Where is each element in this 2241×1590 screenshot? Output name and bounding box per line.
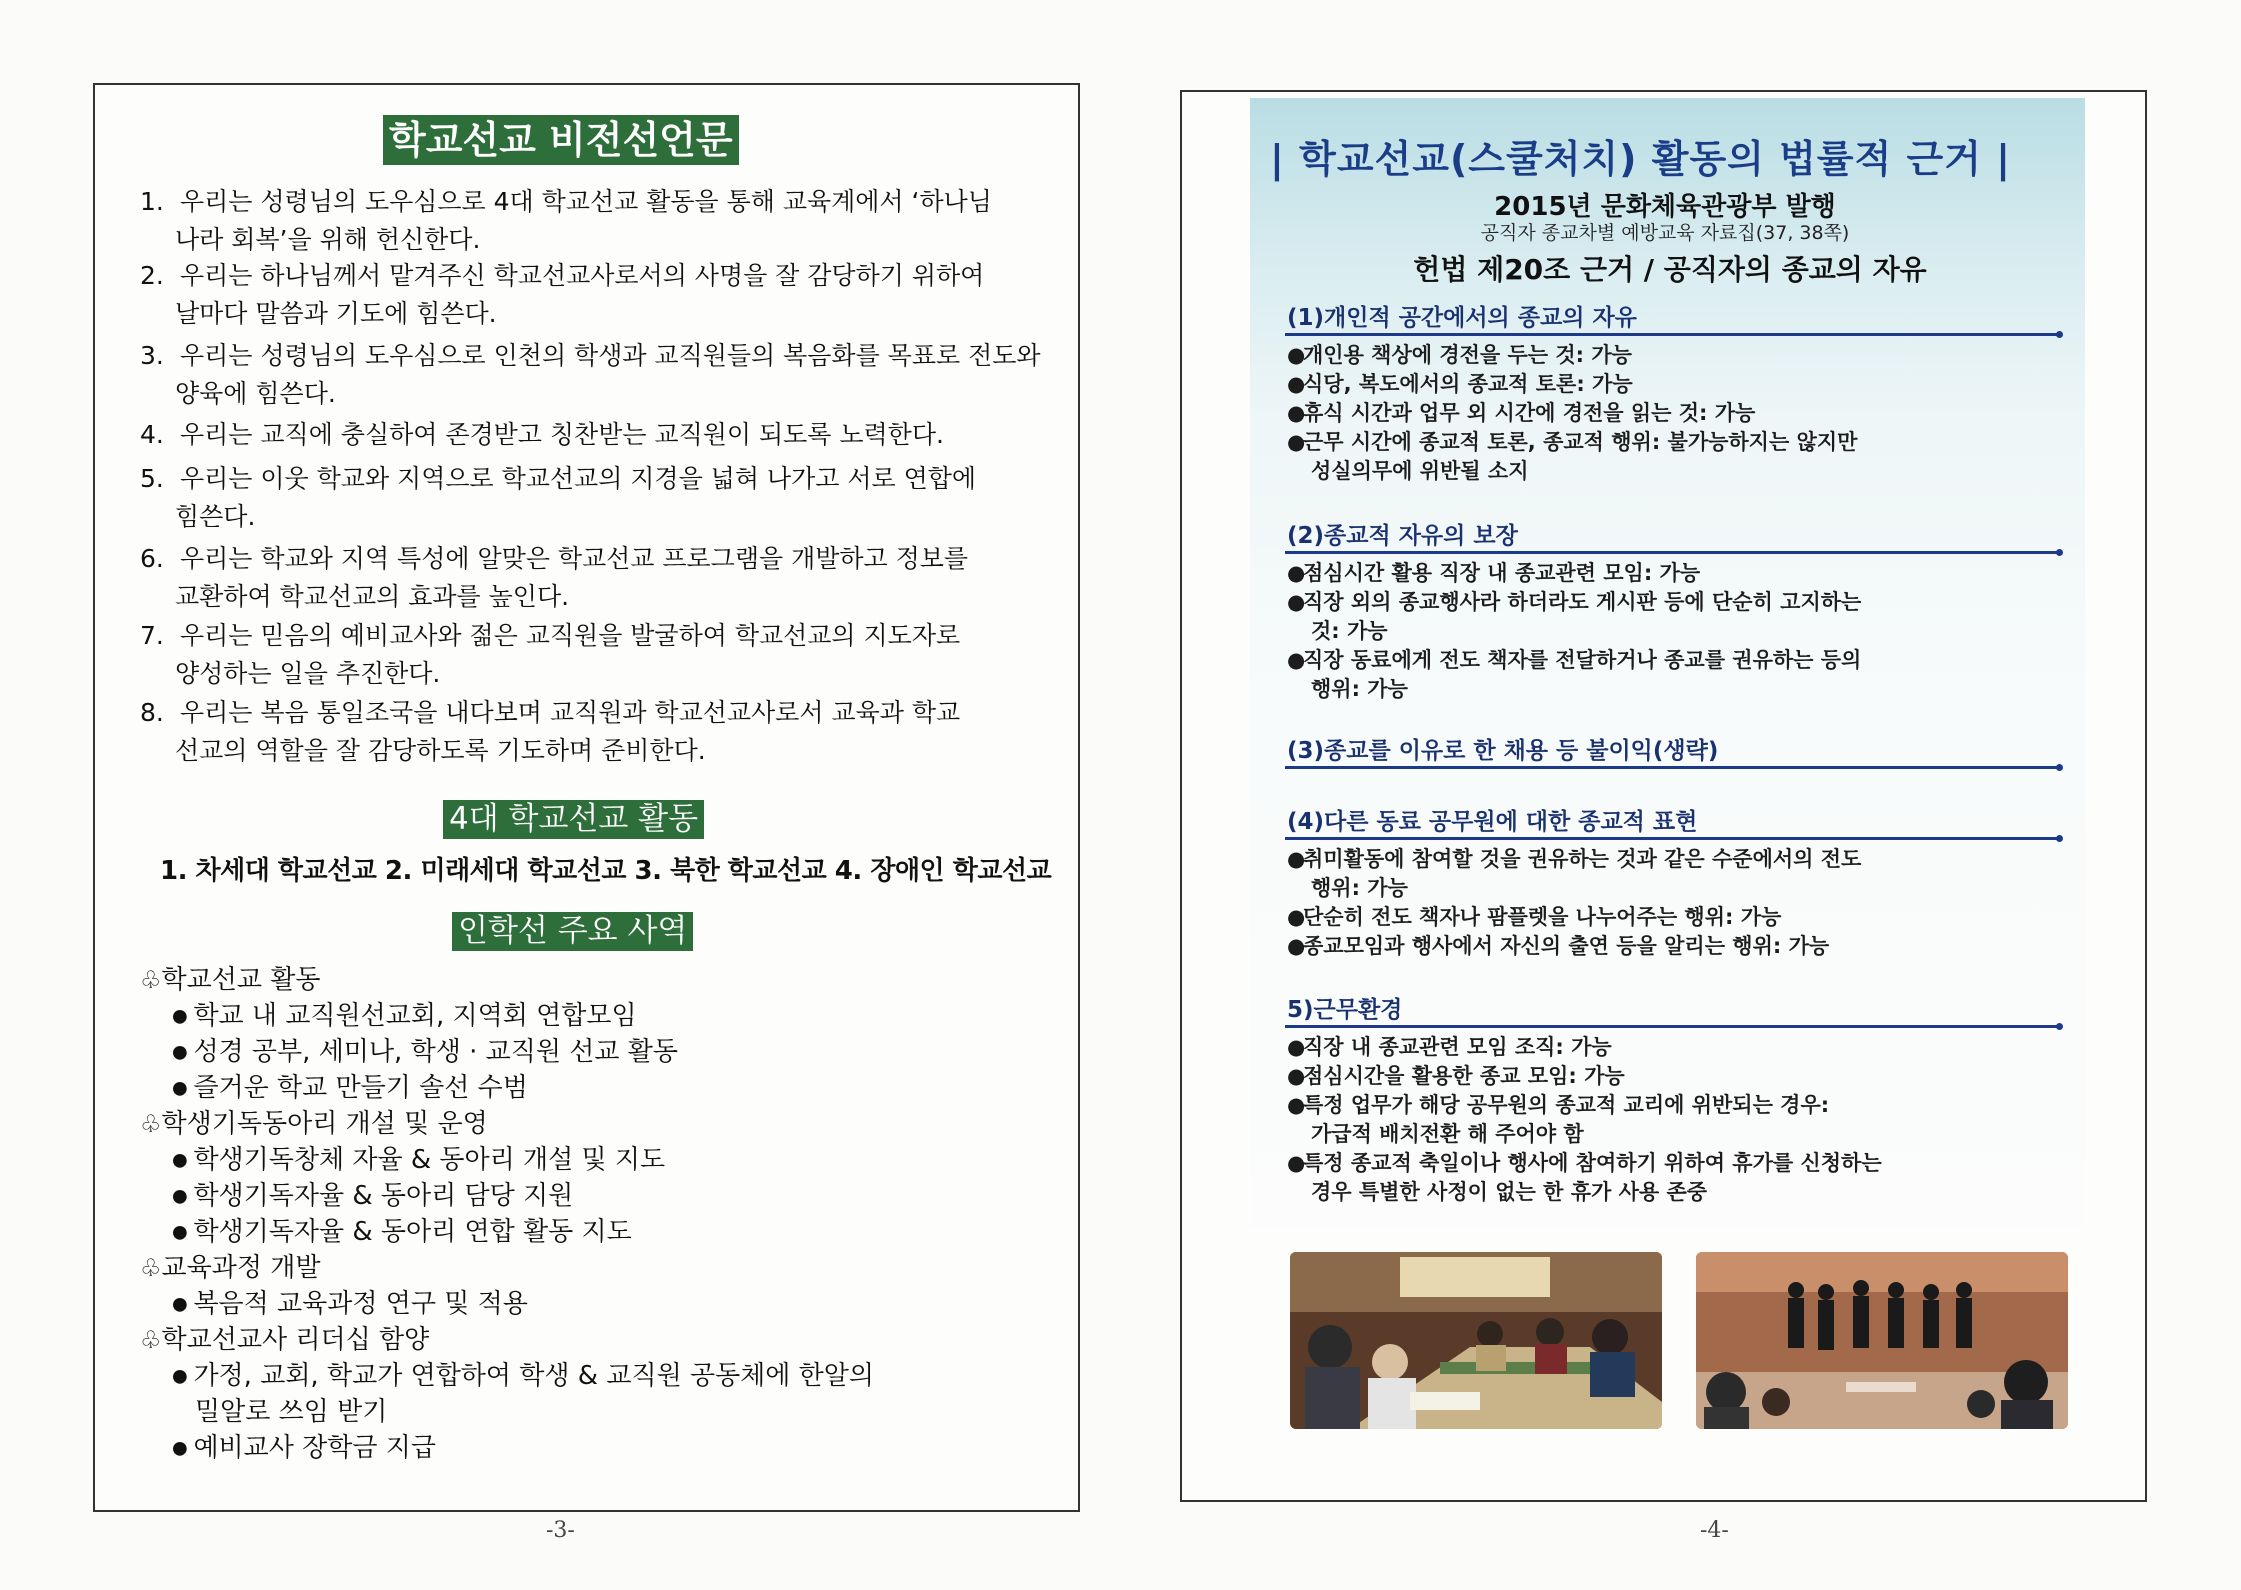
- legal-item-text: 단순히 전도 책자나 팜플렛을 나누어주는 행위: 가능: [1303, 905, 1782, 929]
- vision-item: [140, 183, 1050, 259]
- legal-item-text: 취미활동에 참여할 것을 권유하는 것과 같은 수준에서의 전도: [1303, 847, 1862, 871]
- bullet-dot-icon: ●: [1287, 1151, 1306, 1175]
- section-underline: [1285, 551, 2061, 554]
- bullet-dot-icon: ●: [1287, 590, 1306, 614]
- ministry-text: 즐거운 학교 만들기 솔선 수범: [193, 1073, 528, 1103]
- bullet-dot-icon: ●: [1287, 1035, 1306, 1059]
- club-outline-icon: ♧: [140, 1110, 162, 1138]
- constitution-basis: 헌법 제20조 근거 / 공직자의 종교의 자유: [1413, 253, 1927, 286]
- section-heading: (4)다른 동료 공무원에 대한 종교적 표현: [1287, 809, 1698, 835]
- bullet-dot-icon: ●: [172, 1293, 194, 1315]
- page-number-left: -3-: [546, 1518, 575, 1543]
- page-number-right: -4-: [1700, 1518, 1729, 1543]
- section-underline: [1285, 333, 2061, 336]
- ministry-text: 복음적 교육과정 연구 및 적용: [193, 1289, 528, 1319]
- vision-item-text-continued: 교환하여 학교선교의 효과를 높인다.: [175, 582, 570, 611]
- vision-item-text-continued: 양육에 힘쓴다.: [175, 379, 336, 408]
- ministry-text: 예비교사 장학금 지급: [193, 1433, 437, 1463]
- legal-item-text: 직장 외의 종교행사라 하더라도 게시판 등에 단순히 고지하는: [1303, 590, 1862, 614]
- source-line: 공직자 종교차별 예방교육 자료집(37, 38쪽): [1480, 222, 1850, 244]
- legal-item-text: 종교모임과 행사에서 자신의 출연 등을 알리는 행위: 가능: [1303, 934, 1830, 958]
- legal-item: [1287, 932, 2077, 961]
- legal-item-text: 행위: 가능: [1311, 876, 1408, 900]
- bullet-dot-icon: ●: [1287, 561, 1306, 585]
- photo-meeting: [1290, 1252, 1662, 1429]
- legal-item-text: 가급적 배치전환 해 주어야 함: [1311, 1122, 1584, 1146]
- legal-item-text: 점심시간 활용 직장 내 종교관련 모임: 가능: [1303, 561, 1701, 585]
- legal-item: [1287, 428, 2077, 457]
- ministry-item: [172, 1358, 874, 1395]
- section-underline: [1285, 766, 2061, 769]
- legal-item-text: 행위: 가능: [1311, 677, 1408, 701]
- bullet-dot-icon: ●: [1287, 1093, 1306, 1117]
- vision-item: [140, 540, 1050, 616]
- vision-item-text: 우리는 성령님의 도우심으로 인천의 학생과 교직원들의 복음화를 목표로 전도와: [180, 341, 1041, 370]
- ministry-category: [140, 1322, 429, 1358]
- section-heading: (2)종교적 자유의 보장: [1287, 523, 1518, 549]
- ministry-text: 성경 공부, 세미나, 학생 · 교직원 선교 활동: [193, 1037, 678, 1067]
- vision-item-number: 5.: [140, 464, 164, 493]
- vision-item-text-continued: 양성하는 일을 추진한다.: [175, 659, 441, 688]
- legal-item-text: 점심시간을 활용한 종교 모임: 가능: [1303, 1064, 1625, 1088]
- vision-item-text: 우리는 이웃 학교와 지역으로 학교선교의 지경을 넓혀 나가고 서로 연합에: [180, 464, 977, 493]
- photo-worship: [1696, 1252, 2068, 1429]
- legal-item: [1287, 399, 2077, 428]
- bullet-dot-icon: ●: [172, 1077, 194, 1099]
- section-heading: (1)개인적 공간에서의 종교의 자유: [1287, 305, 1637, 331]
- vision-item-text-continued: 나라 회복’을 위해 헌신한다.: [175, 225, 481, 254]
- vision-item: [140, 460, 1050, 536]
- bullet-dot-icon: ●: [1287, 934, 1306, 958]
- legal-item-continued: [1287, 617, 2101, 646]
- legal-item: [1287, 1149, 2077, 1178]
- ministry-item: [172, 1286, 528, 1323]
- ministry-item: [172, 1070, 528, 1107]
- vision-item-text-continued: 선교의 역할을 잘 감당하도록 기도하며 준비한다.: [175, 736, 706, 765]
- vision-item: [140, 416, 1050, 454]
- section-underline: [1285, 837, 2061, 840]
- vision-item-number: 6.: [140, 544, 164, 573]
- ministry-category: [140, 962, 320, 998]
- activities-line: 1. 차세대 학교선교 2. 미래세대 학교선교 3. 북한 학교선교 4. 장애인 학교선교: [160, 856, 1052, 886]
- legal-item: [1287, 1033, 2077, 1062]
- bullet-dot-icon: ●: [1287, 430, 1306, 454]
- bullet-dot-icon: ●: [172, 1041, 194, 1063]
- ministry-text: 학생기독자율 & 동아리 연합 활동 지도: [193, 1217, 632, 1247]
- legal-item-text: 것: 가능: [1311, 619, 1388, 643]
- legal-item-text: 경우 특별한 사정이 없는 한 휴가 사용 존중: [1311, 1180, 1708, 1204]
- ministry-category: [140, 1106, 488, 1142]
- section-heading: 5)근무환경: [1287, 997, 1403, 1023]
- club-outline-icon: ♧: [140, 966, 162, 994]
- legal-item: [1287, 341, 2077, 370]
- vision-item: [140, 694, 1050, 770]
- bullet-dot-icon: ●: [172, 1005, 194, 1027]
- ministry-item: [172, 1214, 632, 1251]
- vision-item-number: 3.: [140, 341, 164, 370]
- ministry-text: 학교선교사 리더십 함양: [161, 1325, 430, 1355]
- publisher-line: 2015년 문화체육관광부 발행: [1494, 192, 1836, 222]
- vision-item-number: 7.: [140, 621, 164, 650]
- bullet-dot-icon: ●: [1287, 372, 1306, 396]
- ministry-item: [172, 998, 637, 1035]
- vision-item-number: 2.: [140, 261, 164, 290]
- vision-item: [140, 617, 1050, 693]
- vision-item-number: 1.: [140, 187, 164, 216]
- ministry-text: 가정, 교회, 학교가 연합하여 학생 & 교직원 공동체에 한알의: [193, 1361, 875, 1391]
- bullet-dot-icon: ●: [1287, 905, 1306, 929]
- legal-item-text: 개인용 책상에 경전을 두는 것: 가능: [1303, 343, 1632, 367]
- legal-item-text: 근무 시간에 종교적 토론, 종교적 행위: 불가능하지는 않지만: [1303, 430, 1858, 454]
- legal-item: [1287, 646, 2077, 675]
- vision-item-text: 우리는 하나님께서 맡겨주신 학교선교사로서의 사명을 잘 감당하기 위하여: [180, 261, 985, 290]
- legal-item-text: 직장 동료에게 전도 책자를 전달하거나 종교를 권유하는 등의: [1303, 648, 1862, 672]
- ministry-title: 인학선 주요 사역: [452, 912, 693, 951]
- ministry-item: [172, 1034, 678, 1071]
- legal-item-text: 직장 내 종교관련 모임 조직: 가능: [1303, 1035, 1612, 1059]
- legal-item-continued: [1287, 675, 2101, 704]
- bullet-dot-icon: ●: [172, 1365, 194, 1387]
- bullet-dot-icon: ●: [1287, 648, 1306, 672]
- legal-item-continued: [1287, 1178, 2101, 1207]
- ministry-text: 학교 내 교직원선교회, 지역회 연합모임: [193, 1001, 637, 1031]
- legal-item-text: 특정 업무가 해당 공무원의 종교적 교리에 위반되는 경우:: [1303, 1093, 1830, 1117]
- ministry-text: 밀알로 쓰임 받기: [195, 1397, 388, 1427]
- legal-item: [1287, 903, 2077, 932]
- vision-item: [140, 337, 1050, 413]
- legal-basis-title: | 학교선교(스쿨처치) 활동의 법률적 근거 |: [1270, 137, 2011, 181]
- vision-item-text: 우리는 학교와 지역 특성에 알맞은 학교선교 프로그램을 개발하고 정보를: [180, 544, 969, 573]
- legal-item: [1287, 370, 2077, 399]
- section-underline: [1285, 1025, 2061, 1028]
- bullet-dot-icon: ●: [1287, 847, 1306, 871]
- vision-item-text: 우리는 성령님의 도우심으로 4대 학교선교 활동을 통해 교육계에서 ‘하나님: [180, 187, 992, 216]
- ministry-text: 학생기독창체 자율 & 동아리 개설 및 지도: [193, 1145, 666, 1175]
- legal-item-text: 특정 종교적 축일이나 행사에 참여하기 위하여 휴가를 신청하는: [1303, 1151, 1882, 1175]
- vision-item-text: 우리는 믿음의 예비교사와 젊은 교직원을 발굴하여 학교선교의 지도자로: [180, 621, 961, 650]
- vision-item-text: 우리는 교직에 충실하여 존경받고 칭찬받는 교직원이 되도록 노력한다.: [180, 420, 944, 449]
- vision-title: 학교선교 비전선언문: [383, 115, 739, 165]
- bullet-dot-icon: ●: [172, 1149, 194, 1171]
- vision-item-number: 8.: [140, 698, 164, 727]
- ministry-text: 교육과정 개발: [161, 1253, 321, 1283]
- section-heading: (3)종교를 이유로 한 채용 등 불이익(생략): [1287, 738, 1719, 764]
- ministry-item: [172, 1178, 573, 1215]
- bullet-dot-icon: ●: [172, 1437, 194, 1459]
- bullet-dot-icon: ●: [1287, 401, 1306, 425]
- ministry-text: 학생기독자율 & 동아리 담당 지원: [193, 1181, 574, 1211]
- legal-item-text: 휴식 시간과 업무 외 시간에 경전을 읽는 것: 가능: [1303, 401, 1756, 425]
- club-outline-icon: ♧: [140, 1326, 162, 1354]
- bullet-dot-icon: ●: [1287, 343, 1306, 367]
- legal-item: [1287, 1091, 2077, 1120]
- club-outline-icon: ♧: [140, 1254, 162, 1282]
- legal-item-text: 성실의무에 위반될 소지: [1311, 459, 1529, 483]
- ministry-item: [172, 1430, 436, 1467]
- legal-item-continued: [1287, 874, 2101, 903]
- vision-item: [140, 257, 1050, 333]
- ministry-item: [195, 1394, 387, 1430]
- vision-item-text-continued: 힘쓴다.: [175, 502, 256, 531]
- legal-item: [1287, 845, 2077, 874]
- legal-item: [1287, 588, 2077, 617]
- legal-item-continued: [1287, 1120, 2101, 1149]
- legal-item-continued: [1287, 457, 2101, 486]
- bullet-dot-icon: ●: [1287, 1064, 1306, 1088]
- ministry-text: 학생기독동아리 개설 및 운영: [161, 1109, 488, 1139]
- vision-item-number: 4.: [140, 420, 164, 449]
- ministry-item: [172, 1142, 665, 1179]
- ministry-category: [140, 1250, 320, 1286]
- vision-item-text: 우리는 복음 통일조국을 내다보며 교직원과 학교선교사로서 교육과 학교: [180, 698, 961, 727]
- bullet-dot-icon: ●: [172, 1185, 194, 1207]
- vision-item-text-continued: 날마다 말씀과 기도에 힘쓴다.: [175, 299, 497, 328]
- legal-item-text: 식당, 복도에서의 종교적 토론: 가능: [1303, 372, 1633, 396]
- activities-title: 4대 학교선교 활동: [443, 800, 704, 839]
- legal-item: [1287, 1062, 2077, 1091]
- bullet-dot-icon: ●: [172, 1221, 194, 1243]
- legal-item: [1287, 559, 2077, 588]
- ministry-text: 학교선교 활동: [161, 965, 321, 995]
